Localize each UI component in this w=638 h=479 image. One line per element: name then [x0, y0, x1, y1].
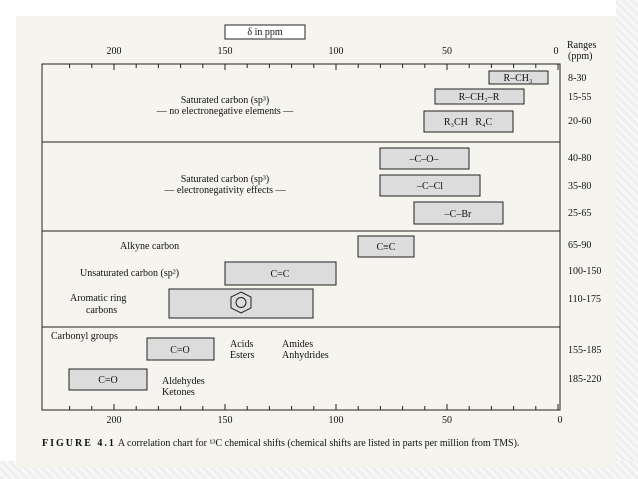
bottom-tick-label: 0: [557, 415, 563, 426]
section1-label-line1: Saturated carbon (sp³): [180, 95, 270, 106]
range-value: 20-60: [568, 116, 592, 127]
section2-label-line1: Saturated carbon (sp³): [180, 174, 270, 185]
bottom-axis-ticks: [70, 404, 558, 410]
range-value: 15-55: [568, 92, 592, 103]
range-value: 40-80: [568, 153, 592, 164]
shift-bar-label: R₃CH R₄C: [443, 117, 493, 128]
range-value: 8-30: [568, 73, 587, 84]
row-label: Alkyne carbon: [120, 241, 180, 252]
range-value: 110-175: [568, 294, 601, 305]
range-value: 35-80: [568, 181, 592, 192]
shift-bar-label: C=O: [98, 375, 118, 386]
bottom-tick-label: 200: [106, 415, 122, 426]
range-value: 25-65: [568, 208, 592, 219]
shift-bar-label: C=C: [270, 269, 290, 280]
shift-bar-label: –C–Br: [444, 209, 472, 220]
section4-title: Carbonyl groups: [51, 331, 118, 342]
header-label: δ in ppm: [247, 27, 283, 38]
group-note: Aldehydes: [162, 376, 205, 387]
top-tick-label: 200: [106, 46, 122, 57]
ranges-header-line1: Ranges: [567, 40, 597, 51]
row-label-line1: Aromatic ring: [70, 293, 127, 304]
ranges-header-line2: (ppm): [568, 51, 593, 62]
top-tick-label: 150: [217, 46, 233, 57]
range-value: 185-220: [568, 374, 602, 385]
shift-bar-label: –C–O–: [409, 154, 439, 165]
shift-bar-label: C=O: [170, 345, 190, 356]
group-note: Ketones: [162, 387, 195, 398]
shift-bar-label: –C–Cl: [416, 181, 444, 192]
shift-bar-label: R–CH₂–R: [458, 92, 500, 103]
group-note: Amides: [282, 339, 314, 350]
bottom-tick-label: 100: [328, 415, 344, 426]
range-value: 65-90: [568, 240, 592, 251]
group-note: Esters: [230, 350, 255, 361]
shift-bar: [169, 289, 313, 318]
shift-bar-label: R–CH₃: [503, 73, 533, 84]
bottom-tick-label: 150: [217, 415, 233, 426]
range-value: 155-185: [568, 345, 602, 356]
group-note: Anhydrides: [282, 350, 329, 361]
section1-label-line2: — no electronegative elements —: [156, 106, 294, 117]
figure-caption-text: A correlation chart for ¹³C chemical shifts (chemical shifts are listed in parts per million from TMS).: [117, 438, 520, 449]
figure-caption: [42, 438, 612, 450]
top-tick-label: 50: [442, 46, 452, 57]
group-note: Acids: [230, 339, 254, 350]
bottom-tick-label: 50: [442, 415, 452, 426]
figure-number: FIGURE 4.1: [42, 438, 116, 449]
range-value: 100-150: [568, 266, 602, 277]
section2-label-line2: — electronegativity effects —: [164, 185, 286, 196]
shift-bar-label: C≡C: [376, 242, 396, 253]
top-tick-label: 0: [553, 46, 559, 57]
row-label-line2: carbons: [86, 305, 118, 316]
top-axis-ticks: [70, 64, 558, 70]
row-label: Unsaturated carbon (sp²): [80, 268, 180, 279]
top-tick-label: 100: [328, 46, 344, 57]
